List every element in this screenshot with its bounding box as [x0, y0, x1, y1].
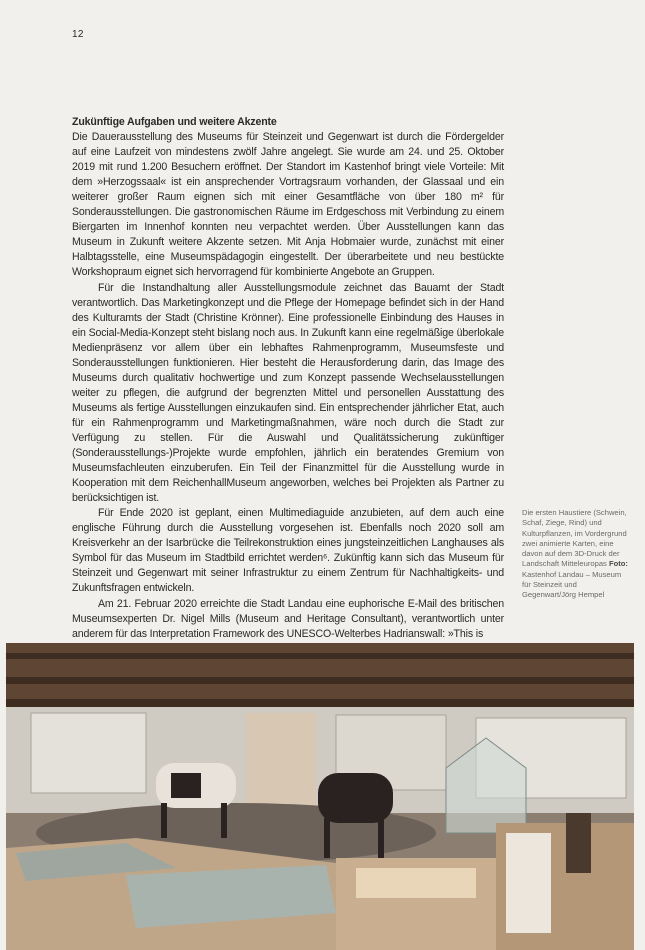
photo-caption: [522, 508, 630, 601]
paragraph-1: Die Dauerausstellung des Museums für Steinzeit und Gegenwart ist durch die Fördergelder auf eine Laufzeit von mindestens zwölf Jahre angelegt. Sie wurde am 24. und 25. Oktober 2019 mit rund 1.200 Besuchern eröffnet. Der Standort im Kastenhof bringt viele Vorteile: Mit dem »Herzogssaal« ist ein ansprechender Vortragsraum vorhanden, der Glassaal und ein weiterer großer Raum eignen sich mit einer Gesamtfläche von über 180 m² für Sonderausstellungen. Die gastronomischen Räume im Erdgeschoss mit Verbindung zu einem Biergarten im Innenhof konnten neu verpachtet werden. Über Ausstellungen kann das Museum in Zukunft weitere Akzente setzen. Mit Anja Hobmaier wurde, zunächst mit einer Halbtagsstelle, eine Museumspädagogin eingestellt. Der überarbeitete und neu bestückte Workshopraum eignet sich hervorragend für kombinierte Angebote an Gruppen.: [72, 131, 504, 279]
pig-leg: [378, 818, 384, 858]
paragraph-4: Am 21. Februar 2020 erreichte die Stadt Landau eine euphorische E-Mail des britischen Museumsexperten Dr. Nigel Mills (Museum and Heritage Consultant), verantwortlich unter anderem für das Interpretation Framework des UNESCO-Welterbes Hadrianswall: »This is: [72, 597, 504, 640]
paragraph-3: Für Ende 2020 ist geplant, einen Multimediaguide anzubieten, auf dem auch eine englische Führung durch die Ausstellung vorgesehen ist. Ebenfalls noch 2020 soll am Kreisverkehr an der Isarbrücke die Teilrekonstruktion eines jungsteinzeitlichen Langhauses als Symbol für das Museum im Stadtbild errichtet werden⁶. Zukünftig kann sich das Museum für Steinzeit und Gegenwart mit seiner Infrastruktur zu einem Zentrum für Nachhaltigkeits- und Zukunftsfragen entwickeln.: [72, 507, 504, 595]
exhibit-object: [566, 813, 591, 873]
section-title: Zukünftige Aufgaben und weitere Akzente: [72, 116, 277, 128]
exhibition-photo: [6, 643, 634, 950]
pig-leg: [324, 818, 330, 858]
paragraph-2: Für die Instandhaltung aller Ausstellungsmodule zeichnet das Bauamt der Stadt verantwortlich. Das Marketingkonzept und die Pflege der Homepage befindet sich in der Hand des Kulturamts der Stadt (Christine Krönner). Eine professionelle Einbindung des Hauses in ein Social-Media-Konzept steht bislang noch aus. In Zukunft kann eine regelmäßige überlokale Medienpräsenz vor allem über ein lebhaftes Rahmenprogramm, Museumsfeste und Sonderausstellungen funktionieren. Hier besteht die Herausforderung darin, das Image des Museums durch qualitativ hochwertige und zum Konzept passende Wechselausstellungen weiter zu pflegen, die aufgrund der begrenzten Mittel und personellen Ausstattung des Museums als fertige Ausstellungen einzukaufen sind. Ein entsprechender jährlicher Etat, auch für ein Rahmenprogramm und Marketingmaßnahmen, wäre noch durch die Stadt zur Verfügung zu stellen. Für die Auswahl und Qualitätssicherung zukünftiger (Sonderausstellungs-)Projekte wurde empfohlen, jährlich ein beratendes Gremium von Museumsfachleuten einzuberufen. Ein Teil der Finanzmittel für die Ausstellung wurde in Kooperation mit dem ReichenhallMuseum angeworben, welches bei Projekten als Partner zu berücksichtigen ist.: [72, 281, 504, 505]
pig-figure: [318, 773, 393, 823]
display-panel: [31, 713, 146, 793]
ceiling-beam: [6, 699, 634, 707]
caption-credit: Kastenhof Landau – Museum für Steinzeit und Gegenwart/Jörg Hempel: [522, 569, 622, 600]
counter-light: [356, 868, 476, 898]
cow-leg: [161, 803, 167, 838]
cabinet-window: [506, 833, 551, 933]
ceiling-beam: [6, 653, 634, 659]
cow-patch: [171, 773, 201, 798]
article-body: [72, 115, 504, 642]
exhibition-photo-illustration: [6, 643, 634, 950]
page-number: 12: [72, 29, 84, 40]
caption-credit-label: Foto:: [608, 559, 628, 569]
cow-leg: [221, 803, 227, 838]
caption-text: Die ersten Haustiere (Schwein, Schaf, Ziege, Rind) und Kulturpflanzen, im Vordergrund zwei animierte Karten, eine davon auf dem 3D-Druck der Landschaft Mitteleuropas: [522, 508, 627, 569]
ceiling-beam: [6, 677, 634, 684]
